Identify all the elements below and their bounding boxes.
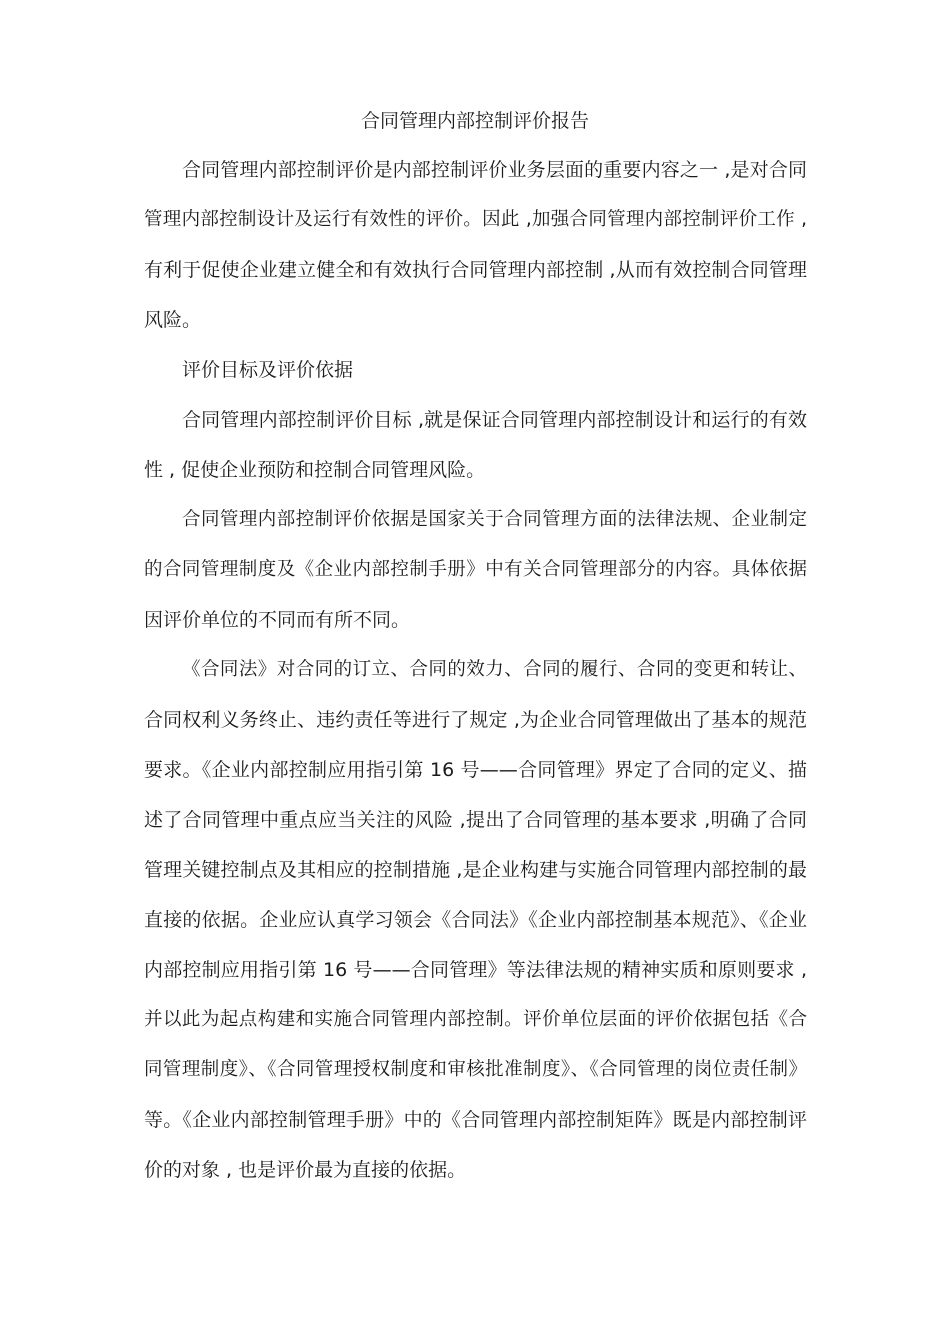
paragraph-line: 述了合同管理中重点应当关注的风险 ,提出了合同管理的基本要求 ,明确了合同 bbox=[144, 809, 807, 831]
paragraph-line: 管理内部控制设计及运行有效性的评价。因此 ,加强合同管理内部控制评价工作 , bbox=[144, 209, 807, 230]
paragraph-line: 《合同法》对合同的订立、合同的效力、合同的履行、合同的变更和转让、 bbox=[182, 659, 807, 680]
paragraph-line: 有利于促使企业建立健全和有效执行合同管理内部控制 ,从而有效控制合同管理 bbox=[144, 259, 807, 281]
paragraph-line: 等。《企业内部控制管理手册》中的《合同管理内部控制矩阵》既是内部控制评 bbox=[144, 1109, 807, 1131]
paragraph-line: 风险。 bbox=[144, 309, 202, 331]
paragraph-line: 价的对象 , 也是评价最为直接的依据。 bbox=[144, 1159, 467, 1181]
section-heading: 评价目标及评价依据 bbox=[182, 359, 354, 381]
paragraph-line: 要求。《企业内部控制应用指引第 16 号——合同管理》界定了合同的定义、描 bbox=[144, 759, 807, 781]
paragraph-line: 性 , 促使企业预防和控制合同管理风险。 bbox=[144, 459, 486, 481]
paragraph-line: 内部控制应用指引第 16 号——合同管理》等法律法规的精神实质和原则要求 , bbox=[144, 959, 807, 981]
paragraph-line: 合同权利义务终止、违约责任等进行了规定 ,为企业合同管理做出了基本的规范 bbox=[144, 709, 807, 731]
paragraph-line: 合同管理内部控制评价是内部控制评价业务层面的重要内容之一 ,是对合同 bbox=[182, 159, 807, 181]
paragraph-line: 合同管理内部控制评价目标 ,就是保证合同管理内部控制设计和运行的有效 bbox=[182, 409, 807, 431]
document-title: 合同管理内部控制评价报告 bbox=[360, 110, 589, 132]
paragraph-line: 并以此为起点构建和实施合同管理内部控制。评价单位层面的评价依据包括《合 bbox=[144, 1009, 807, 1030]
paragraph-line: 同管理制度》、《合同管理授权制度和审核批准制度》、《合同管理的岗位责任制》 bbox=[144, 1059, 807, 1080]
paragraph-line: 管理关键控制点及其相应的控制措施 ,是企业构建与实施合同管理内部控制的最 bbox=[144, 859, 807, 881]
paragraph-line: 因评价单位的不同而有所不同。 bbox=[144, 609, 411, 631]
paragraph-line: 直接的依据。企业应认真学习领会《合同法》《企业内部控制基本规范》、《企业 bbox=[144, 909, 807, 931]
paragraph-line: 合同管理内部控制评价依据是国家关于合同管理方面的法律法规、企业制定 bbox=[182, 509, 807, 530]
paragraph-line: 的合同管理制度及《企业内部控制手册》中有关合同管理部分的内容。具体依据 bbox=[144, 559, 807, 580]
